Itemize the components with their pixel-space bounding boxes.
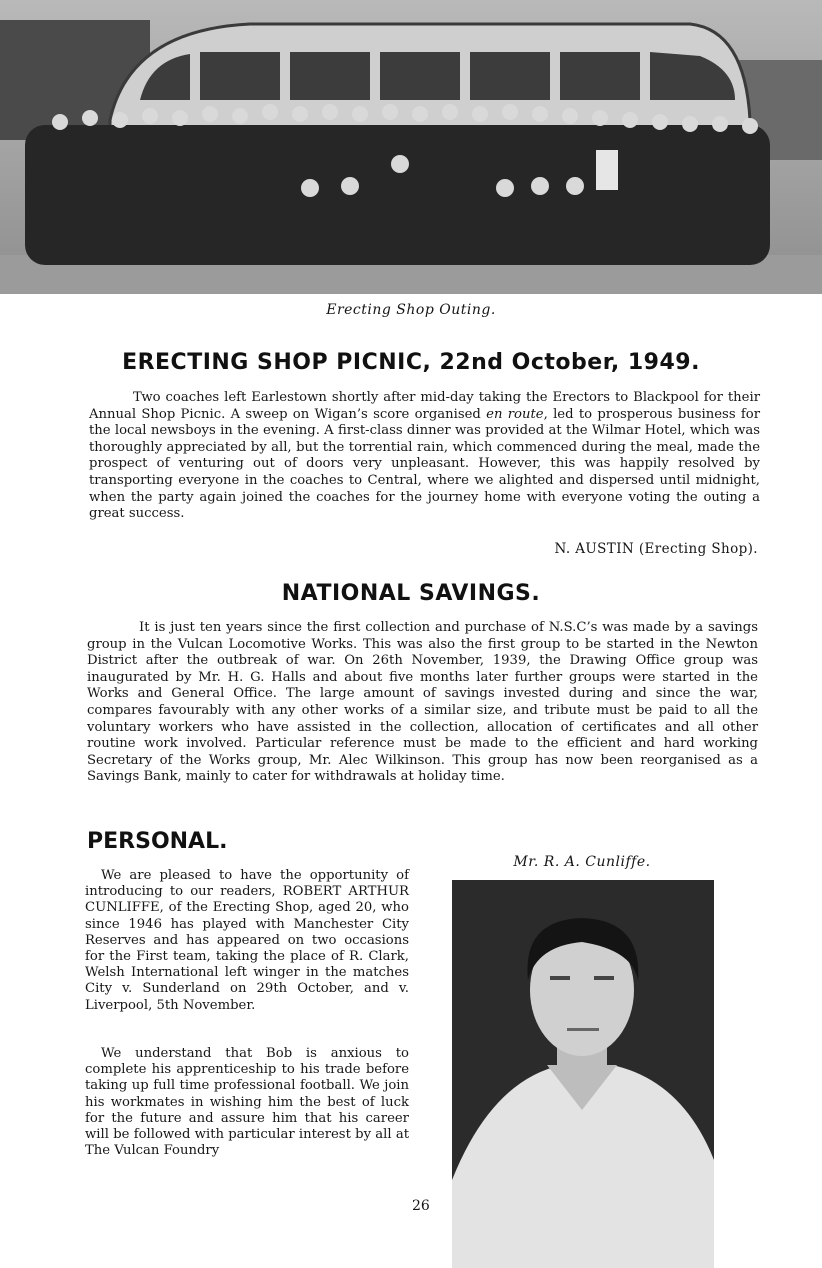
picnic-body-emphasis: en route: [486, 406, 544, 422]
picnic-body-text-2: , led to prosperous business for the local newsboys in the evening. A first-class dinner was provided at the Wilmar Hotel, which was thoroughly appreciated by all, but the torrential rain, which commenced during the meal, made the prospect of venturing out of doors very unpleasant. However, this was happily resolved by transporting everyone in the coaches to Central, where we alighted and dispersed until midnight, when the party again joined the coaches for the journey home with everyone voting the outing a great success.: [89, 406, 760, 522]
portrait-caption: Mr. R. A. Cunliffe.: [513, 854, 651, 870]
page-number: 26: [412, 1198, 430, 1214]
picnic-signature: N. AUSTIN (Erecting Shop).: [554, 541, 758, 557]
personal-paragraph-1: We are pleased to have the opportunity of introducing to our readers, ROBERT ARTHUR CUNLIFFE, of the Erecting Shop, aged 20, who since 1946 has played with Manchester City Reserves and has appeared on two occasions for the First team, taking the place of R. Clark, Welsh International left winger in the matches City v. Sunderland on 29th October, and v. Liverpool, 5th November.: [85, 868, 409, 1013]
picnic-heading: ERECTING SHOP PICNIC, 22nd October, 1949.: [122, 350, 700, 375]
portrait-illustration: [452, 880, 714, 1268]
personal-heading: PERSONAL.: [87, 829, 228, 854]
picnic-body: [89, 390, 760, 523]
group-photo: [0, 0, 822, 294]
group-photo-illustration: [0, 0, 822, 294]
group-photo-caption: Erecting Shop Outing.: [326, 302, 496, 318]
savings-body: It is just ten years since the first collection and purchase of N.S.C’s was made by a savings group in the Vulcan Locomotive Works. This was also the first group to be started in the Newton District after the outbreak of war. On 26th November, 1939, the Drawing Office group was inaugurated by Mr. H. G. Halls and about five months later further groups were started in the Works and General Office. The large amount of savings invested during and since the war, compares favourably with any other works of a similar size, and tribute must be paid to all the voluntary workers who have assisted in the collection, allocation of certificates and all other routine work involved. Particular reference must be made to the efficient and hard working Secretary of the Works group, Mr. Alec Wilkinson. This group has now been reorganised as a Savings Bank, mainly to cater for withdrawals at holiday time.: [87, 620, 758, 785]
savings-heading: NATIONAL SAVINGS.: [281, 581, 541, 606]
picnic-body-text-1: Two coaches left Earlestown shortly after mid-day taking the Erectors to Blackpool for their Annual Shop Picnic. A sweep on Wigan’s score organised: [89, 390, 760, 422]
personal-paragraph-2: We understand that Bob is anxious to complete his apprenticeship to his trade before taking up full time professional football. We join his workmates in wishing him the best of luck for the future and assure him that his career will be followed with particular interest by all at The Vulcan Foundry: [85, 1046, 409, 1159]
portrait-photo: [452, 880, 714, 1268]
